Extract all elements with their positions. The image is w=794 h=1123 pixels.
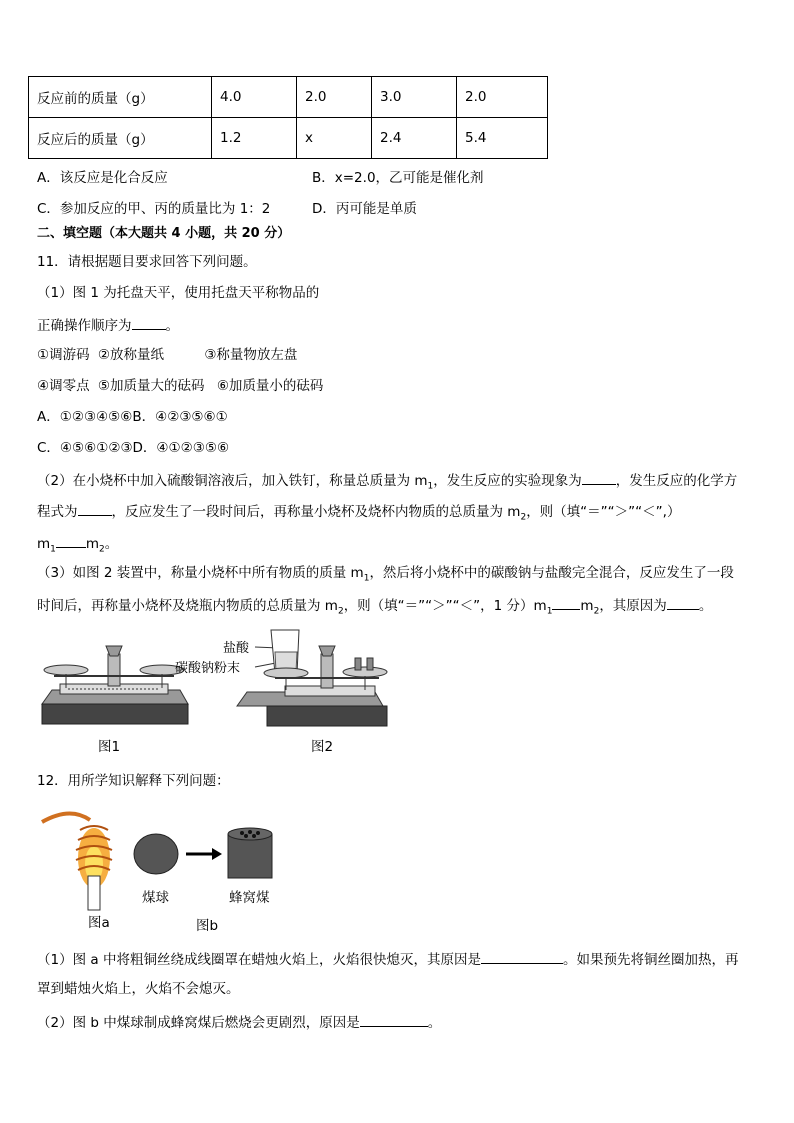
q12-p1-line1 (37, 949, 738, 969)
text: 。如果预先将铜丝圈加热，再 (562, 952, 739, 968)
answer-blank[interactable] (56, 533, 86, 548)
text: 正确操作顺序为 (37, 318, 132, 334)
text: 。 (104, 536, 119, 552)
answer-blank[interactable] (360, 1012, 428, 1027)
answer-blank[interactable] (132, 315, 166, 330)
option-d: D．丙可能是单质 (312, 201, 417, 217)
figure-a-caption: 图a (88, 915, 110, 931)
answer-blank[interactable] (582, 470, 616, 485)
cell: 4.0 (212, 77, 297, 118)
subscript: 2 (99, 544, 105, 555)
q12-stem: 12．用所学知识解释下列问题： (37, 773, 230, 789)
subscript: 1 (50, 544, 56, 555)
step: ②放称量纸 (97, 347, 165, 363)
cell: 2.4 (372, 118, 457, 159)
subscript: 1 (363, 573, 370, 584)
q11-options-ab: A．①②③④⑤⑥B．④②③⑤⑥① (37, 409, 228, 425)
figure-2-caption: 图2 (311, 739, 334, 755)
option-c: C．参加反应的甲、丙的质量比为 1：2 (37, 201, 271, 217)
coal-figure (132, 828, 282, 884)
text: ，则（填“＝”“＞”“＜”,） (526, 504, 681, 520)
label-honeycomb-coal: 蜂窝煤 (229, 890, 270, 906)
text: （1）图 a 中将粗铜丝绕成线圈罩在蜡烛火焰上，火焰很快熄灭，其原因是 (37, 952, 481, 968)
q11-p1-line2 (37, 315, 179, 335)
text: 时间后，再称量小烧杯及烧瓶内物质的总质量为 m (37, 598, 338, 614)
q11-p1-line1: （1）图 1 为托盘天平，使用托盘天平称物品的 (37, 285, 320, 301)
balance-figure-2 (175, 626, 390, 730)
q12-p2-line (37, 1012, 441, 1032)
option-b: B．x=2.0，乙可能是催化剂 (312, 170, 484, 186)
text: 。 (698, 598, 713, 614)
candle-copper-coil-figure (40, 806, 130, 914)
text: ，则（填“＝”“＞”“＜”，1 分）m (343, 598, 547, 614)
cell: x (297, 118, 372, 159)
cell: 2.0 (297, 77, 372, 118)
row-label: 反应前的质量（g） (29, 77, 212, 118)
text: 。 (427, 1015, 442, 1031)
subscript: 2 (593, 606, 600, 617)
cell: 2.0 (457, 77, 548, 118)
text: （3）如图 2 装置中，称量小烧杯中所有物质的质量 m (37, 565, 364, 581)
balance-figure-1 (40, 642, 190, 728)
label-powder: 碳酸钠粉末 (175, 661, 241, 676)
honeycomb-coal-icon (228, 834, 272, 878)
text: ，发生反应的化学方 (615, 473, 738, 489)
cell: 3.0 (372, 77, 457, 118)
cell: 1.2 (212, 118, 297, 159)
row-label: 反应后的质量（g） (29, 118, 212, 159)
figure-b-caption: 图b (196, 918, 219, 934)
q11-p3-line2 (37, 595, 712, 621)
figure-1-caption: 图1 (98, 739, 121, 755)
step: ⑤加质量大的砝码 (97, 378, 205, 394)
q11-p2-line3 (37, 533, 118, 559)
coal-ball-icon (134, 834, 178, 874)
steps-row-1 (37, 346, 297, 364)
subscript: 1 (546, 606, 553, 617)
step: ④调零点 (37, 378, 90, 394)
text: 。 (165, 318, 179, 334)
text: ，然后将小烧杯中的碳酸钠与盐酸完全混合，反应发生了一段 (369, 565, 734, 581)
text: m (580, 598, 594, 614)
text: m (85, 536, 100, 552)
q11-p3-line1 (37, 564, 734, 588)
q11-stem: 11．请根据题目要求回答下列问题。 (37, 254, 257, 270)
table-row (29, 77, 548, 118)
text: ，反应发生了一段时间后，再称量小烧杯及烧杯内物质的总质量为 m (111, 504, 521, 520)
step: ⑥加质量小的砝码 (216, 378, 324, 394)
q12-p1-line2: 罩到蜡烛火焰上，火焰不会熄灭。 (37, 981, 240, 997)
table-row (29, 118, 548, 159)
text: ，其原因为 (599, 598, 667, 614)
section-heading: 二、填空题（本大题共 4 小题，共 20 分） (37, 226, 291, 241)
text: m (37, 536, 51, 552)
text: （2）在小烧杯中加入硫酸铜溶液后，加入铁钉，称量总质量为 m (37, 473, 428, 489)
answer-blank[interactable] (552, 595, 580, 610)
text: ，发生反应的实验现象为 (433, 473, 582, 489)
q11-options-cd: C．④⑤⑥①②③D．④①②③⑤⑥ (37, 440, 230, 456)
subscript: 1 (427, 481, 434, 492)
label-acid: 盐酸 (223, 641, 250, 656)
text: （2）图 b 中煤球制成蜂窝煤后燃烧会更剧烈，原因是 (37, 1015, 360, 1031)
q11-p2-line1 (37, 470, 737, 496)
cell: 5.4 (457, 118, 548, 159)
answer-blank[interactable] (481, 949, 563, 964)
step: ①调游码 (37, 347, 90, 363)
answer-blank[interactable] (78, 501, 112, 516)
data-table (28, 76, 548, 159)
subscript: 2 (520, 512, 527, 523)
text: 程式为 (37, 504, 78, 520)
step: ③称量物放左盘 (204, 347, 298, 363)
subscript: 2 (337, 606, 344, 617)
label-coal-ball: 煤球 (142, 890, 169, 906)
steps-row-2 (37, 377, 323, 395)
q11-p2-line2 (37, 501, 680, 527)
answer-blank[interactable] (667, 595, 699, 610)
option-a: A．该反应是化合反应 (37, 170, 168, 186)
